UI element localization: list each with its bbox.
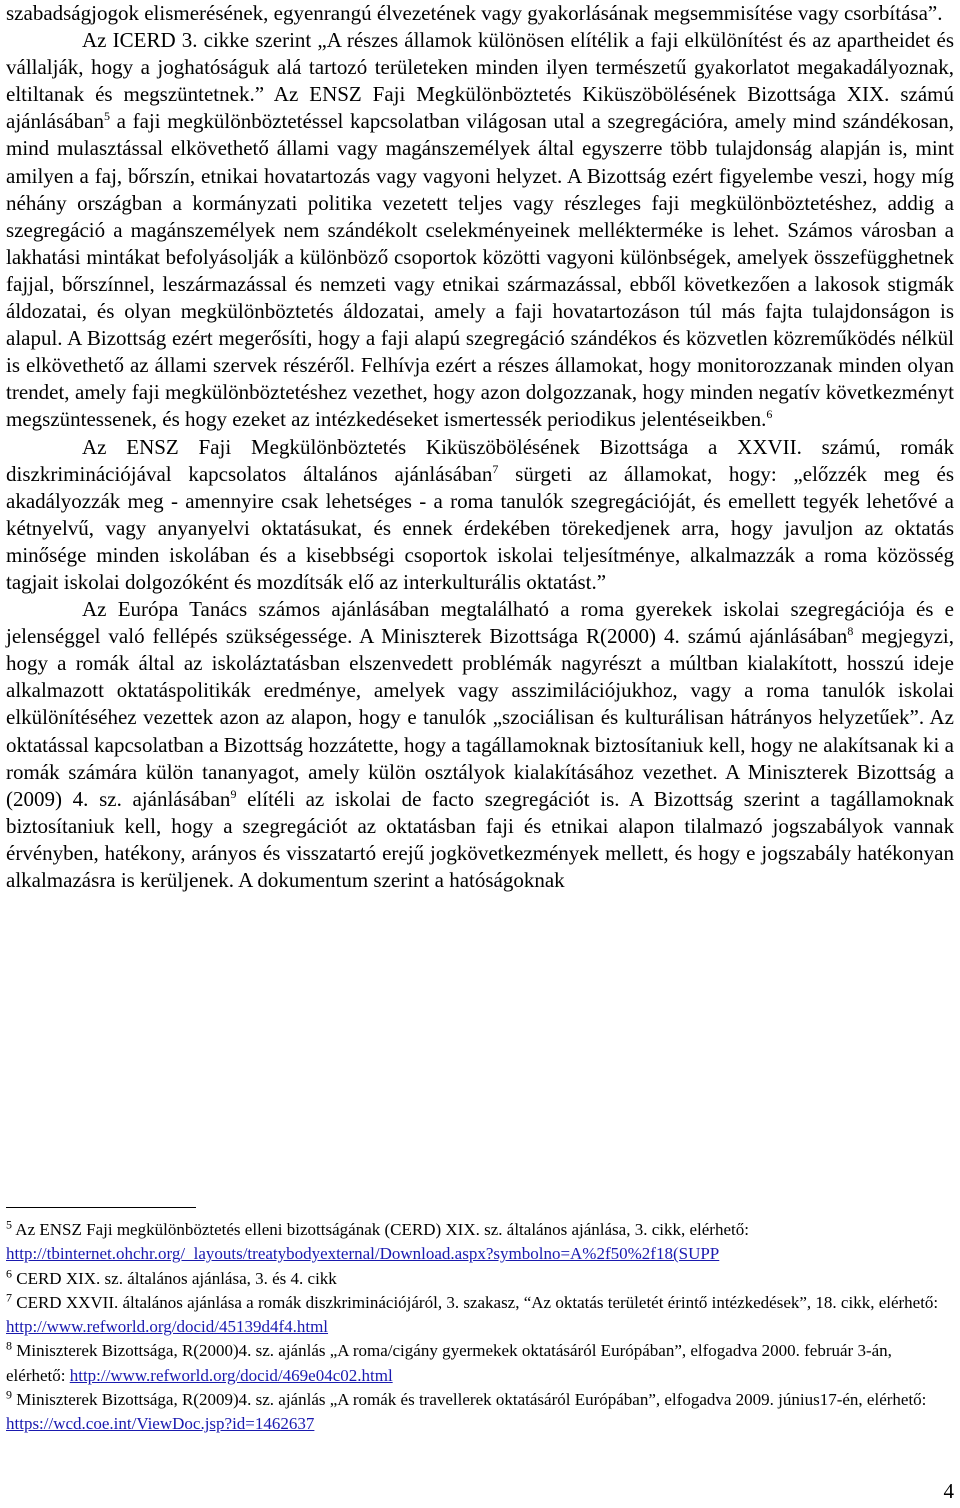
paragraph-text: a faji megkülönböztetéssel kapcsolatban világosan utal a szegregációra, amely mind szándékosan, mind mulasztással elkövethető állami vagy magánszemélyek által egyszerre több tulajdonság alapján is, mint amilyen a faj, bőrszín, etnikai hovatartozás vagy vagyoni helyzet. A Bizottság ezért figyelembe veszi, hogy míg néhány országban a kormányzati politika vezetett teljes vagy részleges faji megkülönböztetéshez, addig a szegregáció a magánszemélyek nem szándékolt cselekményeinek mellékterméke is lehet. Számos városban a lakhatási mintákat befolyásolják a különböző csoportok közötti vagyoni különbségek, amelyek összefügghetnek fajjal, bőrszínnel, leszármazással és nemzeti vagy etnikai származással, ebből következően a lakosok stigmák áldozatai, és olyan megkülönböztetés áldozatai, amely a faji hovatartozáson túl más fajta tulajdonságon is alapul. A Bizottság ezért megerősíti, hogy a faji alapú szegregáció szándékos és közvetlen közreműködés nélkül is elkövethető az állami szervek részéről. Felhívja ezért a részes államokat, hogy monitorozzanak minden olyan trendet, amely faji megkülönböztetéshez vezethet, hogy azon dolgozzanak, hogy minden negatív következményt megszüntessenek, és hogy ezeket az intézkedéseket ismertessék periodikus jelentéseikben. xyxy=(6,109,954,432)
footnote-link[interactable]: http://www.refworld.org/docid/469e04c02.html xyxy=(69,1365,393,1385)
footnote-ref[interactable]: 5 xyxy=(103,109,110,124)
footnote-separator xyxy=(6,1207,196,1208)
footnote-text: CERD XXVII. általános ajánlása a romák diszkriminációjáról, 3. szakasz, “Az oktatás területét érintő intézkedések”, 18. cikk, elérhető: xyxy=(12,1292,939,1312)
paragraph-text: elítéli az iskolai de facto szegregációt is. A Bizottság szerint a tagállamoknak biztosítaniuk kell, hogy a szegregációt az oktatásban faji és etnikai alapon tilalmazó jogszabályok vannak érvényben, hatékony, arányos és visszatartó erejű jogkövetkezmények mellett, és hogy e jogszabály hatékonyan alkalmazásra is kerüljenek. A dokumentum szerint a hatóságoknak xyxy=(6,786,954,892)
paragraph-text: megjegyzi, hogy a romák által az iskoláztatásban elszenvedett problémák nagyrészt a múltban kialakított, hosszú ideje alkalmazott oktatáspolitikák eredménye, amelyek vagy asszimilációjukhoz, vagy a roma tanulók iskolai elkülönítéséhez vezettek azon az alapon, hogy e tanulók „szociálisan és kulturálisan hátrányos helyzetűek”. Az oktatással kapcsolatban a Bizottság hozzátette, hogy a tagállamoknak biztosítaniuk kell, hogy ne alakítsanak ki a romák számára külön tananyagot, amely külön osztályok kialakításához vezethet. A Miniszterek Bizottság a (2009) 4. sz. ajánlásában xyxy=(6,624,954,811)
footnotes xyxy=(6,1218,954,1437)
footnote-number: 8 xyxy=(6,1338,12,1353)
footnote-text: Az ENSZ Faji megkülönböztetés elleni bizottságának (CERD) XIX. sz. általános ajánlása, 3. cikk, elérhető: xyxy=(12,1220,749,1239)
footnote-link[interactable]: https://wcd.coe.int/ViewDoc.jsp?id=1462637 xyxy=(6,1414,315,1434)
footnote xyxy=(6,1267,954,1291)
footnote-link[interactable]: http://www.refworld.org/docid/45139d4f4.html xyxy=(6,1317,329,1337)
footnote-ref[interactable]: 9 xyxy=(230,786,237,801)
footnote xyxy=(6,1218,954,1267)
footnote-ref[interactable]: 7 xyxy=(492,461,499,476)
footnote-ref[interactable]: 6 xyxy=(766,407,773,422)
paragraph xyxy=(6,27,954,433)
footnote-ref[interactable]: 8 xyxy=(847,624,854,639)
footnote xyxy=(6,1339,954,1388)
footnote-text: Miniszterek Bizottsága, R(2000)4. sz. ajánlás „A roma/cigány gyermekek oktatásáról Európában”, elfogadva 2000. február 3-án, elérhető: xyxy=(6,1341,892,1385)
footnote-number: 7 xyxy=(6,1290,12,1305)
page-number: 4 xyxy=(943,1479,954,1503)
paragraph-text: sürgeti az államokat, hogy: „előzzék meg és akadályozzák meg - amennyire csak lehetséges - a roma tanulók szegregációját, és emellett tegyék lehetővé a kétnyelvű, vagy anyanyelvi oktatásukat, és ennek érdekében törekedjenek arra, hogy javuljon az oktatás minősége minden iskolában és a kisebbségi csoportok iskolai teljesítménye, alkalmazzák a roma közösség tagjait iskolai dolgozóként és mozdítsák elő az interkulturális oktatást.” xyxy=(6,461,955,594)
footnote-number: 9 xyxy=(6,1387,12,1402)
document-page xyxy=(6,0,954,1508)
paragraph-text: Az ICERD 3. cikke szerint „A részes államok különösen elítélik a faji elkülönítést és az apartheidet és vállalják, hogy a joghatóságuk alá tartozó területeken minden ilyen természetű gyakorlatot megakadályoznak, eltiltanak és megszüntetnek.” Az ENSZ Faji Megkülönböztetés Kiküszöbölésének Bizottsága XIX. számú ajánlásában xyxy=(6,28,954,134)
footnote-text: Miniszterek Bizottsága, R(2009)4. sz. ajánlás „A romák és travellerek oktatásáról Európában”, elfogadva 2009. június17-én, elérhető: xyxy=(12,1390,927,1410)
footnote xyxy=(6,1291,954,1340)
paragraph xyxy=(6,434,954,597)
paragraph xyxy=(6,0,954,27)
footnote-number: 6 xyxy=(6,1265,12,1280)
body-text xyxy=(6,0,954,894)
footnote xyxy=(6,1388,954,1437)
footnote-link[interactable]: http://tbinternet.ohchr.org/_layouts/treatybodyexternal/Download.aspx?symbolno=A%2f50%2f18(SUPP xyxy=(6,1244,720,1264)
footnote-number: 5 xyxy=(6,1217,12,1232)
paragraph-text: Az ENSZ Faji Megkülönböztetés Kiküszöbölésének Bizottsága a XXVII. számú, romák diszkriminációjával kapcsolatos általános ajánlásában xyxy=(6,434,954,486)
paragraph xyxy=(6,596,954,894)
paragraph-text: szabadságjogok elismerésének, egyenrangú élvezetének vagy gyakorlásának megsemmisítése vagy csorbítása”. xyxy=(6,1,943,25)
paragraph-text: Az Európa Tanács számos ajánlásában megtalálható a roma gyerekek iskolai szegregációja és e jelenséggel való fellépés szükségessége. A Miniszterek Bizottsága R(2000) 4. számú ajánlásában xyxy=(6,597,954,649)
footnote-text: CERD XIX. sz. általános ajánlása, 3. és 4. cikk xyxy=(12,1268,337,1288)
